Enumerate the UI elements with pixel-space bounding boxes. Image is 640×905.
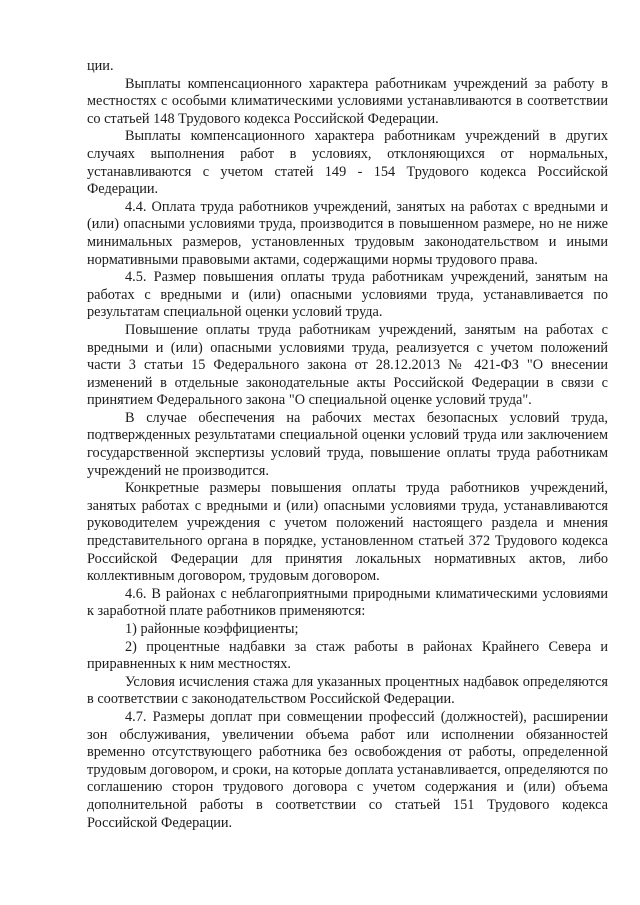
paragraph-section-4-4: 4.4. Оплата труда работников учреждений, занятых на работах с вредными и (или) опасными условиями труда, производится в повышенном размере, но не ниже минимальных размеров, установленных трудовым законодательством и иными нормативными правовыми актами, содержащими нормы трудового права. — [87, 198, 608, 268]
paragraph-seniority-conditions: Условия исчисления стажа для указанных процентных надбавок определяются в соответствии с законодательством Российской Федерации. — [87, 673, 608, 708]
paragraph-continuation: ции. — [87, 58, 114, 74]
paragraph-section-4-6: 4.6. В районах с неблагоприятными природными климатическими условиями к заработной плате работников применяются: — [87, 585, 608, 620]
paragraph-other-conditions: Выплаты компенсационного характера работникам учреждений в других случаях выполнения работ в условиях, отклоняющихся от нормальных, устанавливаются с учетом статей 149 - 154 Трудового кодекса Российской Федерации. — [87, 128, 608, 198]
list-item-regional-coefficients: 1) районные коэффициенты; — [125, 621, 299, 637]
list-item-percentage-allowances: 2) процентные надбавки за стаж работы в районах Крайнего Севера и приравненных к ним местностях. — [87, 638, 608, 673]
paragraph-climate-payments: Выплаты компенсационного характера работникам учреждений за работу в местностях с особыми климатическими условиями устанавливаются в соответствии со статьей 148 Трудового кодекса Российской Федерации. — [87, 75, 608, 127]
document-body — [87, 58, 608, 832]
paragraph-section-4-5: 4.5. Размер повышения оплаты труда работникам учреждений, занятым на работах с вредными и (или) опасными условиями труда, устанавливается по результатам специальной оценки условий труда. — [87, 269, 608, 321]
paragraph-section-4-7: 4.7. Размеры доплат при совмещении профессий (должностей), расширении зон обслуживания, увеличении объема работ или исполнении обязанностей временно отсутствующего работника без освобождения от работы, определенной трудовым договором, и сроки, на которые доплата устанавливается, определяются по соглашению сторон трудового договора с учетом содержания и (или) объема дополнительной работы в соответствии со статьей 151 Трудового кодекса Российской Федерации. — [87, 708, 608, 831]
paragraph-safe-conditions: В случае обеспечения на рабочих местах безопасных условий труда, подтвержденных результатами специальной оценки условий труда или заключением государственной экспертизы условий труда, повышение оплаты труда работникам учреждений не производится. — [87, 409, 608, 479]
paragraph-increase-implementation: Повышение оплаты труда работникам учреждений, занятым на работах с вредными и (или) опасными условиями труда, реализуется с учетом положений части 3 статьи 15 Федерального закона от 28.12.2013 № 421-ФЗ "О внесении изменений в отдельные законодательные акты Российской Федерации в связи с принятием Федерального закона "О специальной оценке условий труда". — [87, 321, 608, 409]
paragraph-specific-amounts: Конкретные размеры повышения оплаты труда работников учреждений, занятых работах с вредными и (или) опасными условиями труда, устанавливаются руководителем учреждения с учетом положений настоящего раздела и мнения представительного органа в порядке, установленном статьей 372 Трудового кодекса Российской Федерации для принятия локальных нормативных актов, либо коллективным договором, трудовым договором. — [87, 480, 608, 585]
